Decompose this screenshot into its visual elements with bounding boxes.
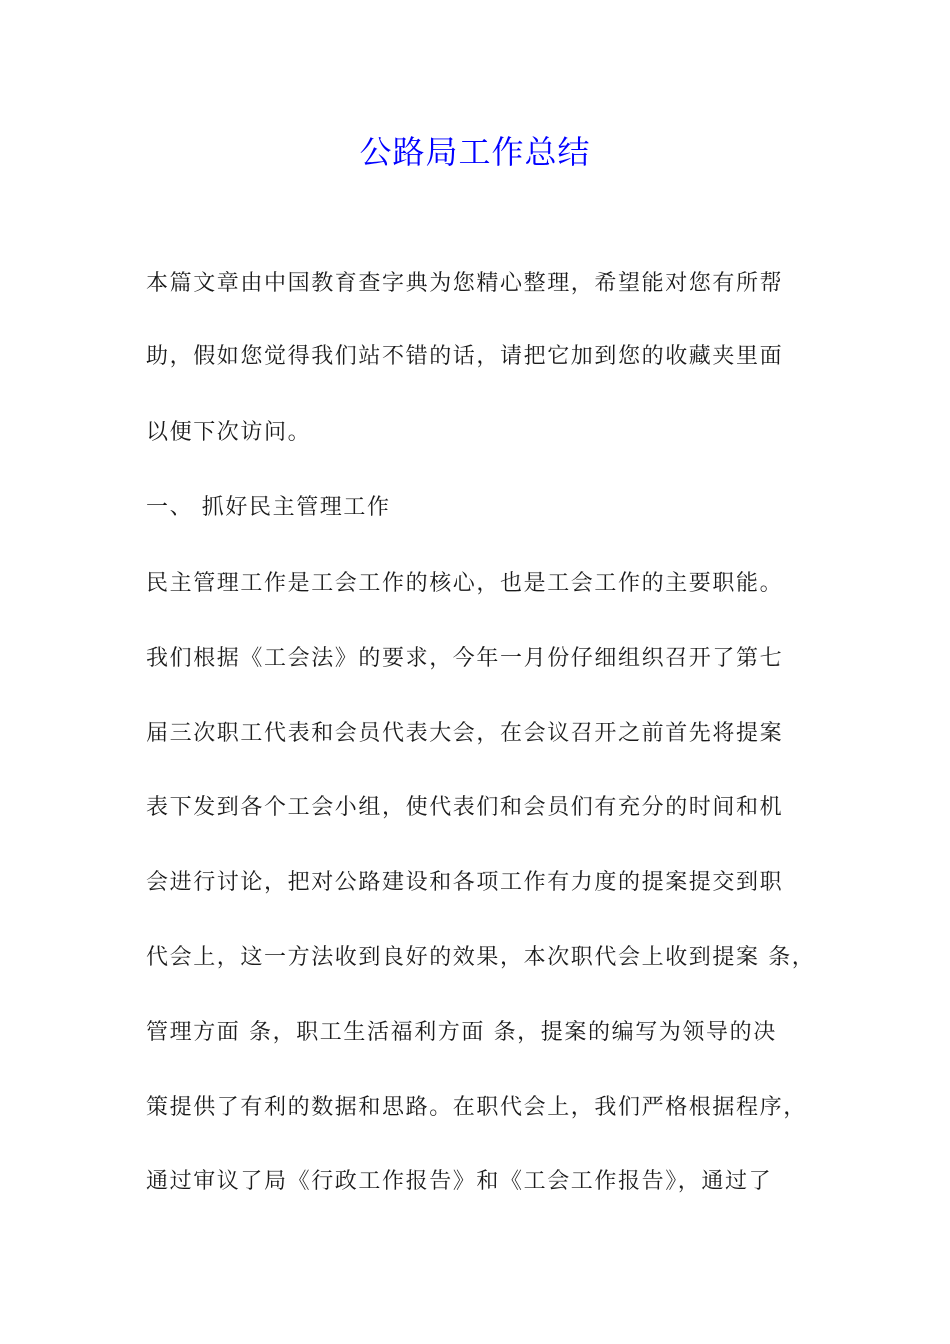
- intro-line-3: 以便下次访问。: [146, 420, 312, 445]
- body-line-3: 届三次职工代表和会员代表大会，在会议召开之前首先将提案: [146, 721, 784, 746]
- body-line-2: 我们根据《工会法》的要求，今年一月份仔细组织召开了第七: [146, 646, 784, 671]
- body-line-7: 管理方面 条，职工生活福利方面 条，提案的编写为领导的决: [146, 1020, 777, 1045]
- intro-line-1: 本篇文章由中国教育查字典为您精心整理，希望能对您有所帮: [146, 271, 784, 296]
- body-line-4: 表下发到各个工会小组，使代表们和会员们有充分的时间和机: [146, 795, 784, 820]
- section-heading: 一、 抓好民主管理工作: [146, 495, 391, 520]
- body-line-9: 通过审议了局《行政工作报告》和《工会工作报告》，通过了: [146, 1169, 773, 1194]
- body-line-6: 代会上，这一方法收到良好的效果，本次职代会上收到提案 条，: [146, 945, 816, 970]
- intro-line-2: 助，假如您觉得我们站不错的话，请把它加到您的收藏夹里面: [146, 344, 784, 369]
- body-line-8: 策提供了有利的数据和思路。在职代会上，我们严格根据程序，: [146, 1095, 807, 1120]
- body-line-5: 会进行讨论，把对公路建设和各项工作有力度的提案提交到职: [146, 870, 784, 895]
- document-title: 公路局工作总结: [359, 133, 591, 171]
- body-line-1: 民主管理工作是工会工作的核心，也是工会工作的主要职能。: [146, 571, 784, 596]
